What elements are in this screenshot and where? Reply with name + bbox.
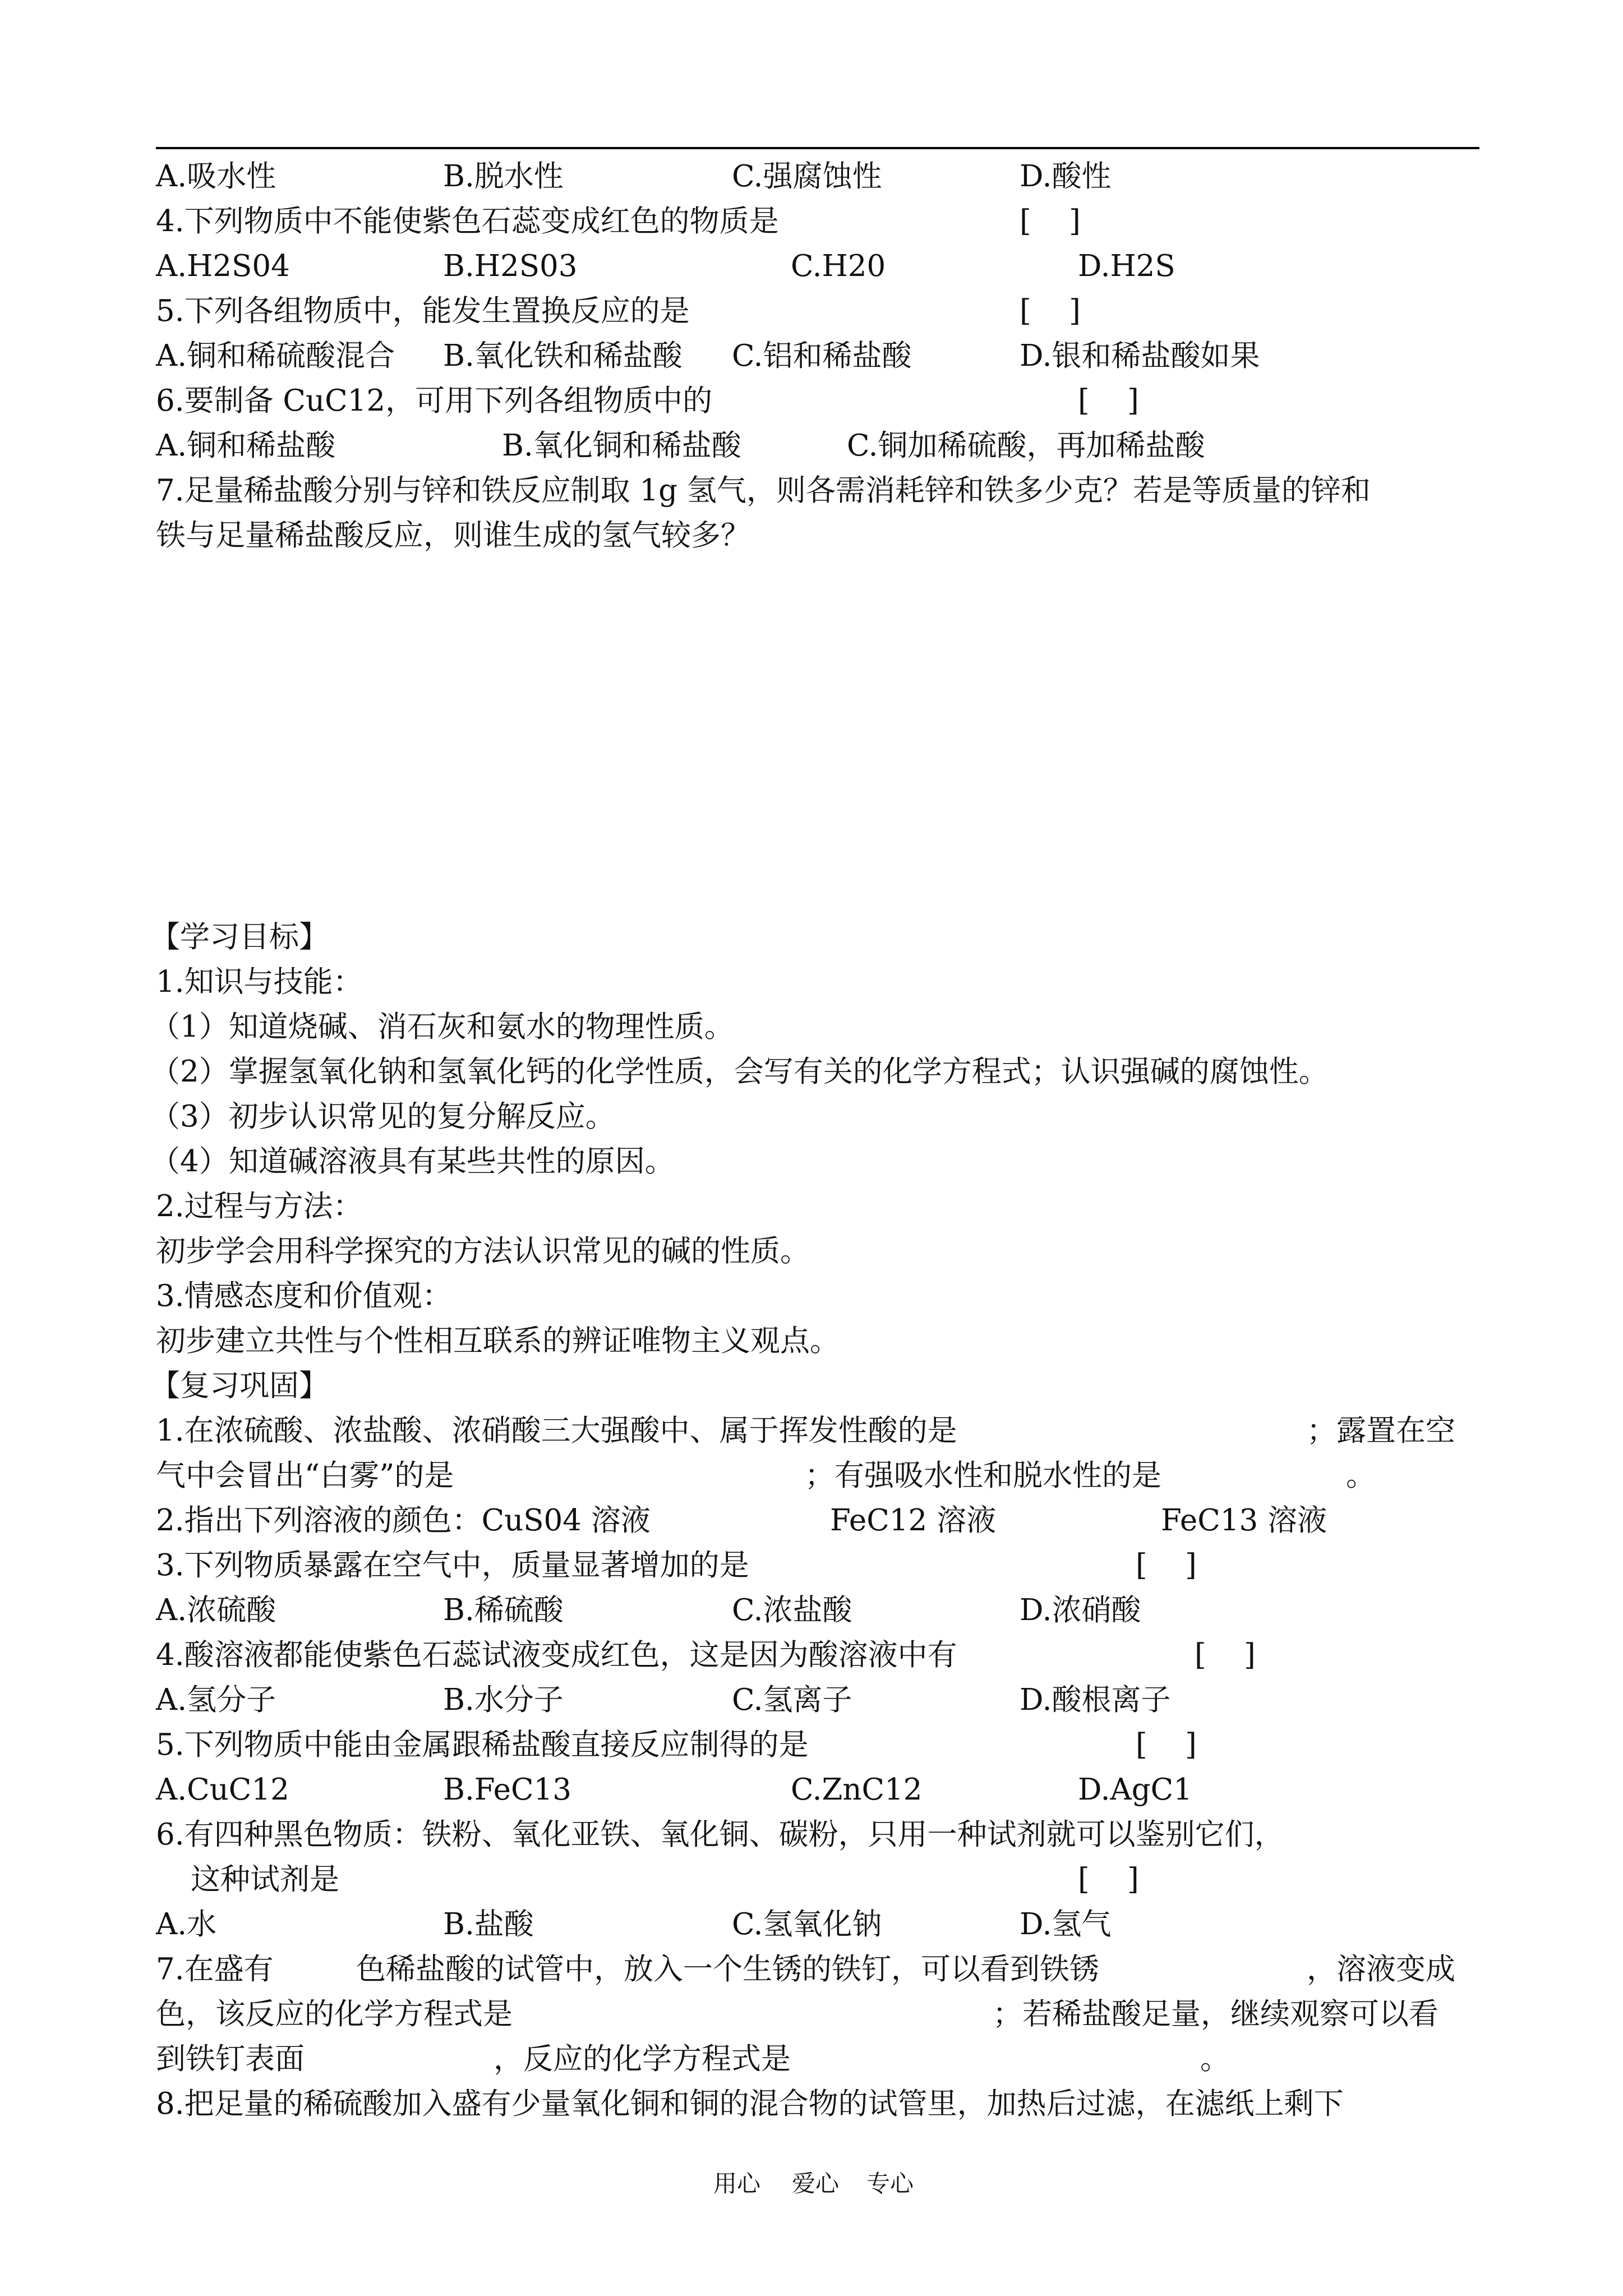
- review-q2-text: 2.指出下列溶液的颜色：CuS04 溶液: [156, 1503, 651, 1538]
- review-q7-line-3-c: 。: [1200, 2042, 1230, 2076]
- review-q7-line-1-a: 7.在盛有: [156, 1952, 274, 1986]
- q6-answer-bracket: [ ]: [1078, 384, 1139, 418]
- review-q7-line-1-b: 色稀盐酸的试管中，放入一个生锈的铁钉，可以看到铁锈: [356, 1952, 1099, 1986]
- q6-option-c: C.铜加稀硫酸，再加稀盐酸: [847, 429, 1205, 463]
- review-q5-option-d: D.AgC1: [1078, 1773, 1192, 1807]
- review-q7-line-3-a: 到铁钉表面: [156, 2042, 305, 2076]
- goal-knowledge-3: （3）初步认识常见的复分解反应。: [150, 1099, 615, 1134]
- review-q1-line-2-end: 。: [1346, 1458, 1376, 1493]
- footer-text-3: 专心: [866, 2170, 914, 2197]
- review-q6-option-a: A.水: [156, 1907, 217, 1941]
- review-q6-option-b: B.盐酸: [443, 1907, 534, 1941]
- review-q4-option-b: B.水分子: [443, 1683, 564, 1717]
- goal-knowledge-4: （4）知道碱溶液具有某些共性的原因。: [150, 1144, 675, 1179]
- goal-knowledge-1: （1）知道烧碱、消石灰和氨水的物理性质。: [150, 1010, 734, 1044]
- review-q5-answer-bracket: [ ]: [1136, 1728, 1197, 1762]
- q3-option-b: B.脱水性: [443, 159, 564, 194]
- review-q6-answer-bracket: [ ]: [1078, 1862, 1139, 1897]
- review-q4-answer-bracket: [ ]: [1195, 1638, 1256, 1672]
- review-q4-option-c: C.氢离子: [732, 1683, 852, 1717]
- header-rule: [156, 147, 1479, 149]
- goal-emotion-1: 初步建立共性与个性相互联系的辨证唯物主义观点。: [156, 1324, 840, 1358]
- review-q2-fecl2: FeC12 溶液: [830, 1503, 997, 1538]
- goal-knowledge-title: 1.知识与技能：: [156, 965, 363, 999]
- review-q3-text: 3.下列物质暴露在空气中，质量显著增加的是: [156, 1548, 749, 1582]
- review-q5-text: 5.下列物质中能由金属跟稀盐酸直接反应制得的是: [156, 1728, 809, 1762]
- review-q7-line-2-a: 色，该反应的化学方程式是: [156, 1997, 513, 2031]
- q4-option-b: B.H2S03: [443, 249, 578, 283]
- review-q5-option-a: A.CuC12: [156, 1773, 289, 1807]
- q7-line-1: 7.足量稀盐酸分别与锌和铁反应制取 1g 氢气，则各需消耗锌和铁多少克？若是等质量的锌和: [156, 473, 1371, 508]
- review-q4-option-a: A.氢分子: [156, 1683, 276, 1717]
- review-q3-option-a: A.浓硫酸: [156, 1593, 276, 1627]
- review-q1-line-2: 气中会冒出“白雾”的是: [156, 1458, 454, 1493]
- q4-option-a: A.H2S04: [156, 249, 290, 283]
- review-q3-answer-bracket: [ ]: [1136, 1548, 1197, 1582]
- review-q8-line-1: 8.把足量的稀硫酸加入盛有少量氧化铜和铜的混合物的试管里，加热后过滤，在滤纸上剩下: [156, 2087, 1344, 2121]
- review-q6-option-c: C.氢氧化钠: [732, 1907, 882, 1941]
- review-q7-line-2-b: ；若稀盐酸足量，继续观察可以看: [993, 1997, 1438, 2031]
- review-q3-option-c: C.浓盐酸: [732, 1593, 852, 1627]
- q5-option-c: C.铝和稀盐酸: [732, 339, 912, 373]
- q6-text: 6.要制备 CuC12，可用下列各组物质中的: [156, 384, 713, 418]
- review-q1-line-2-mid: ；有强吸水性和脱水性的是: [805, 1458, 1161, 1493]
- review-q6-option-d: D.氢气: [1020, 1907, 1112, 1941]
- review-q2-fecl3: FeC13 溶液: [1161, 1503, 1327, 1538]
- q4-text: 4.下列物质中不能使紫色石蕊变成红色的物质是: [156, 204, 779, 238]
- review-q6-line-1: 6.有四种黑色物质：铁粉、氧化亚铁、氧化铜、碳粉，只用一种试剂就可以鉴别它们，: [156, 1818, 1284, 1852]
- q5-option-a: A.铜和稀硫酸混合: [156, 339, 395, 373]
- q7-line-2: 铁与足量稀盐酸反应，则谁生成的氢气较多？: [156, 518, 750, 553]
- q4-option-c: C.H20: [791, 249, 886, 283]
- review-q5-option-c: C.ZnC12: [791, 1773, 923, 1807]
- q3-option-d: D.酸性: [1020, 159, 1112, 194]
- q4-option-d: D.H2S: [1078, 249, 1175, 283]
- q4-answer-bracket: [ ]: [1020, 204, 1081, 238]
- q5-answer-bracket: [ ]: [1020, 294, 1081, 328]
- review-q7-line-1-c: ，溶液变成: [1307, 1952, 1455, 1986]
- q5-text: 5.下列各组物质中，能发生置换反应的是: [156, 294, 690, 328]
- goal-process-title: 2.过程与方法：: [156, 1189, 363, 1223]
- q6-option-b: B.氧化铜和稀盐酸: [502, 429, 741, 463]
- q5-option-d: D.银和稀盐酸如果: [1020, 339, 1260, 373]
- q5-option-b: B.氧化铁和稀盐酸: [443, 339, 683, 373]
- review-heading: 【复习巩固】: [150, 1369, 329, 1403]
- goal-process-1: 初步学会用科学探究的方法认识常见的碱的性质。: [156, 1234, 810, 1268]
- review-q3-option-b: B.稀硫酸: [443, 1593, 564, 1627]
- review-q6-line-2: 这种试剂是: [191, 1862, 339, 1897]
- q3-option-c: C.强腐蚀性: [732, 159, 882, 194]
- goal-emotion-title: 3.情感态度和价值观：: [156, 1279, 452, 1313]
- review-q5-option-b: B.FeC13: [443, 1773, 572, 1807]
- goals-heading: 【学习目标】: [150, 920, 329, 954]
- review-q7-line-3-b: ，反应的化学方程式是: [494, 2042, 791, 2076]
- review-q3-option-d: D.浓硝酸: [1020, 1593, 1141, 1627]
- goal-knowledge-2: （2）掌握氢氧化钠和氢氧化钙的化学性质，会写有关的化学方程式；认识强碱的腐蚀性。: [150, 1055, 1329, 1089]
- review-q4-text: 4.酸溶液都能使紫色石蕊试液变成红色，这是因为酸溶液中有: [156, 1638, 957, 1672]
- footer-text-2: 爱心: [792, 2170, 840, 2197]
- q6-option-a: A.铜和稀盐酸: [156, 429, 336, 463]
- review-q1-line-1: 1.在浓硫酸、浓盐酸、浓硝酸三大强酸中、属于挥发性酸的是: [156, 1414, 957, 1448]
- review-q4-option-d: D.酸根离子: [1020, 1683, 1171, 1717]
- footer-text-1: 用心: [713, 2170, 761, 2197]
- review-q1-line-1-end: ；露置在空: [1307, 1414, 1455, 1448]
- q3-option-a: A.吸水性: [156, 159, 276, 194]
